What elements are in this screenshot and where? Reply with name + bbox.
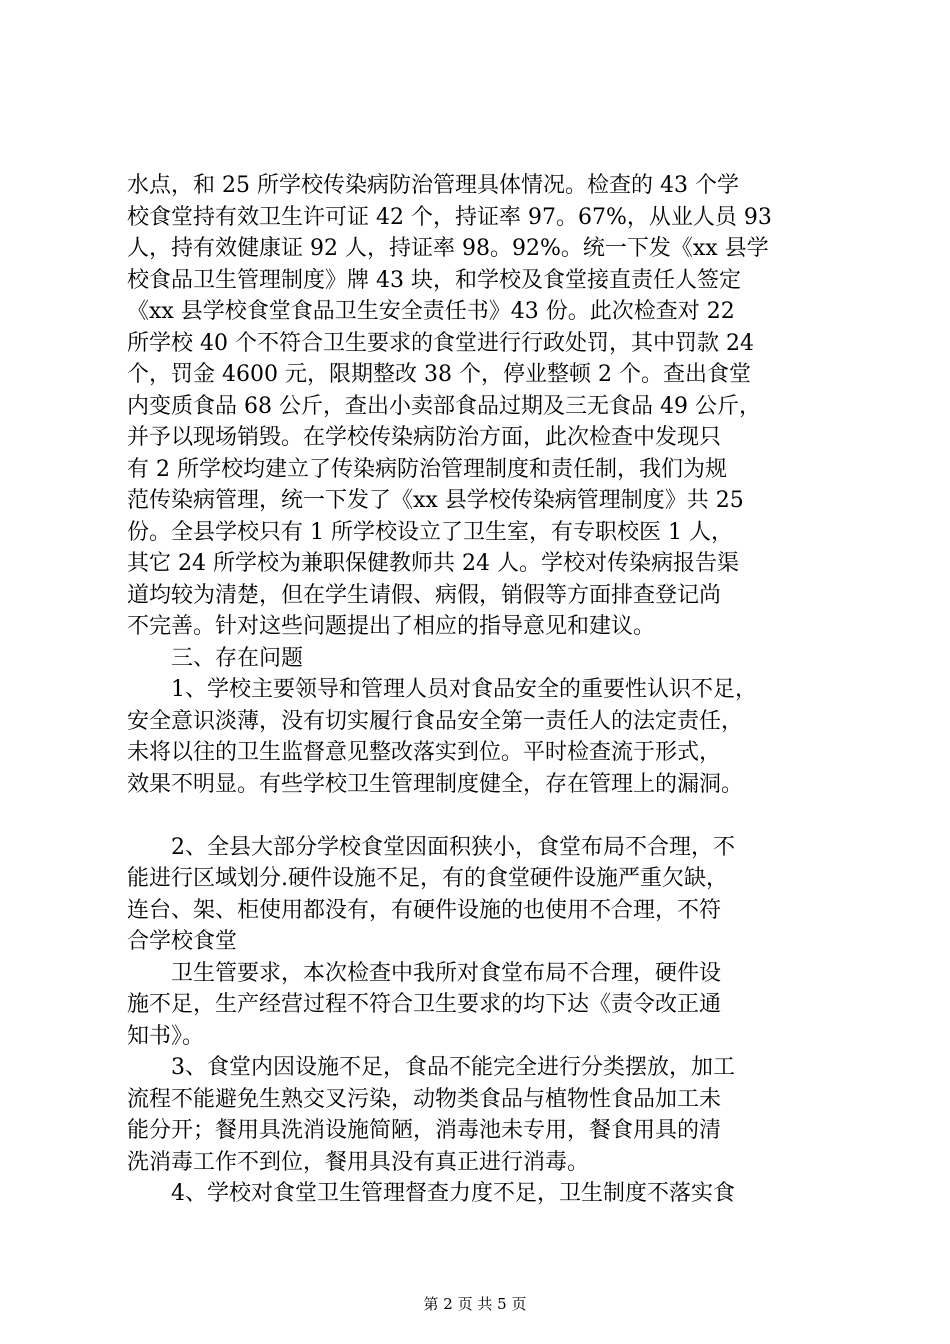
page-footer: 第 2 页 共 5 页 [423, 1295, 527, 1313]
text-line: 道均较为清楚，但在学生请假、病假，销假等方面排查登记尚 [127, 582, 722, 608]
text-line: 效果不明显。有些学校卫生管理制度健全，存在管理上的漏洞。 [127, 771, 744, 797]
text-line: 施不足，生产经营过程不符合卫生要求的均下达《责令改正通 [127, 992, 722, 1017]
text-line: 三、存在问题 [127, 645, 304, 671]
text-line: 卫生管要求，本次检查中我所对食堂布局不合理，硬件设 [127, 960, 722, 986]
text-line: 能分开；餐用具洗消设施简陋，消毒池未专用，餐食用具的清 [127, 1118, 722, 1143]
text-line: 有 2 所学校均建立了传染病防治管理制度和责任制，我们为规 [127, 456, 727, 482]
text-line: 份。全县学校只有 1 所学校设立了卫生室，有专职校医 1 人， [127, 519, 733, 545]
text-line: 未将以往的卫生监督意见整改落实到位。平时检查流于形式， [127, 740, 722, 765]
text-line: 2、全县大部分学校食堂因面积狭小，食堂布局不合理，不 [127, 834, 735, 860]
text-line: 4、学校对食堂卫生管理督查力度不足，卫生制度不落实食 [127, 1181, 735, 1206]
text-line: 安全意识淡薄，没有切实履行食品安全第一责任人的法定责任， [127, 708, 744, 734]
text-line: 内变质食品 68 公斤，查出小卖部食品过期及三无食品 49 公斤， [127, 393, 761, 419]
text-line: 所学校 40 个不符合卫生要求的食堂进行行政处罚，其中罚款 24 [127, 330, 754, 356]
text-line: 连台、架、柜使用都没有，有硬件设施的也使用不合理，不符 [127, 897, 722, 923]
text-line: 水点，和 25 所学校传染病防治管理具体情况。检查的 43 个学 [127, 173, 739, 198]
text-line: 校食品卫生管理制度》牌 43 块，和学校及食堂接直责任人签定 [127, 267, 741, 293]
text-line: 1、学校主要领导和管理人员对食品安全的重要性认识不足， [127, 677, 757, 702]
text-line: 校食堂持有效卫生许可证 42 个，持证率 97。67%，从业人员 93 [127, 204, 772, 230]
text-line: 其它 24 所学校为兼职保健教师共 24 人。学校对传染病报告渠 [127, 551, 739, 576]
text-line: 范传染病管理，统一下发了《xx 县学校传染病管理制度》共 25 [127, 488, 744, 513]
text-line: 人，持有效健康证 92 人，持证率 98。92%。统一下发《xx 县学 [127, 236, 769, 261]
text-line: 3、食堂内因设施不足，食品不能完全进行分类摆放，加工 [127, 1055, 735, 1080]
text-line: 《xx 县学校食堂食品卫生安全责任书》43 份。此次检查对 22 [127, 299, 735, 324]
blank-line [127, 800, 857, 832]
text-line: 合学校食堂 [127, 929, 238, 954]
text-line: 洗消毒工作不到位，餐用具没有真正进行消毒。 [127, 1149, 590, 1175]
text-line: 不完善。针对这些问题提出了相应的指导意见和建议。 [127, 614, 656, 639]
text-line: 个，罚金 4600 元，限期整改 38 个，停业整顿 2 个。查出食堂 [127, 362, 751, 387]
text-line: 能进行区域划分.硬件设施不足，有的食堂硬件设施严重欠缺， [127, 866, 728, 891]
text-line: 流程不能避免生熟交叉污染，动物类食品与植物性食品加工未 [127, 1086, 722, 1112]
document-body [127, 170, 857, 1210]
text-line: 知书》。 [127, 1023, 205, 1049]
text-line: 并予以现场销毁。在学校传染病防治方面，此次检查中发现只 [127, 425, 722, 450]
